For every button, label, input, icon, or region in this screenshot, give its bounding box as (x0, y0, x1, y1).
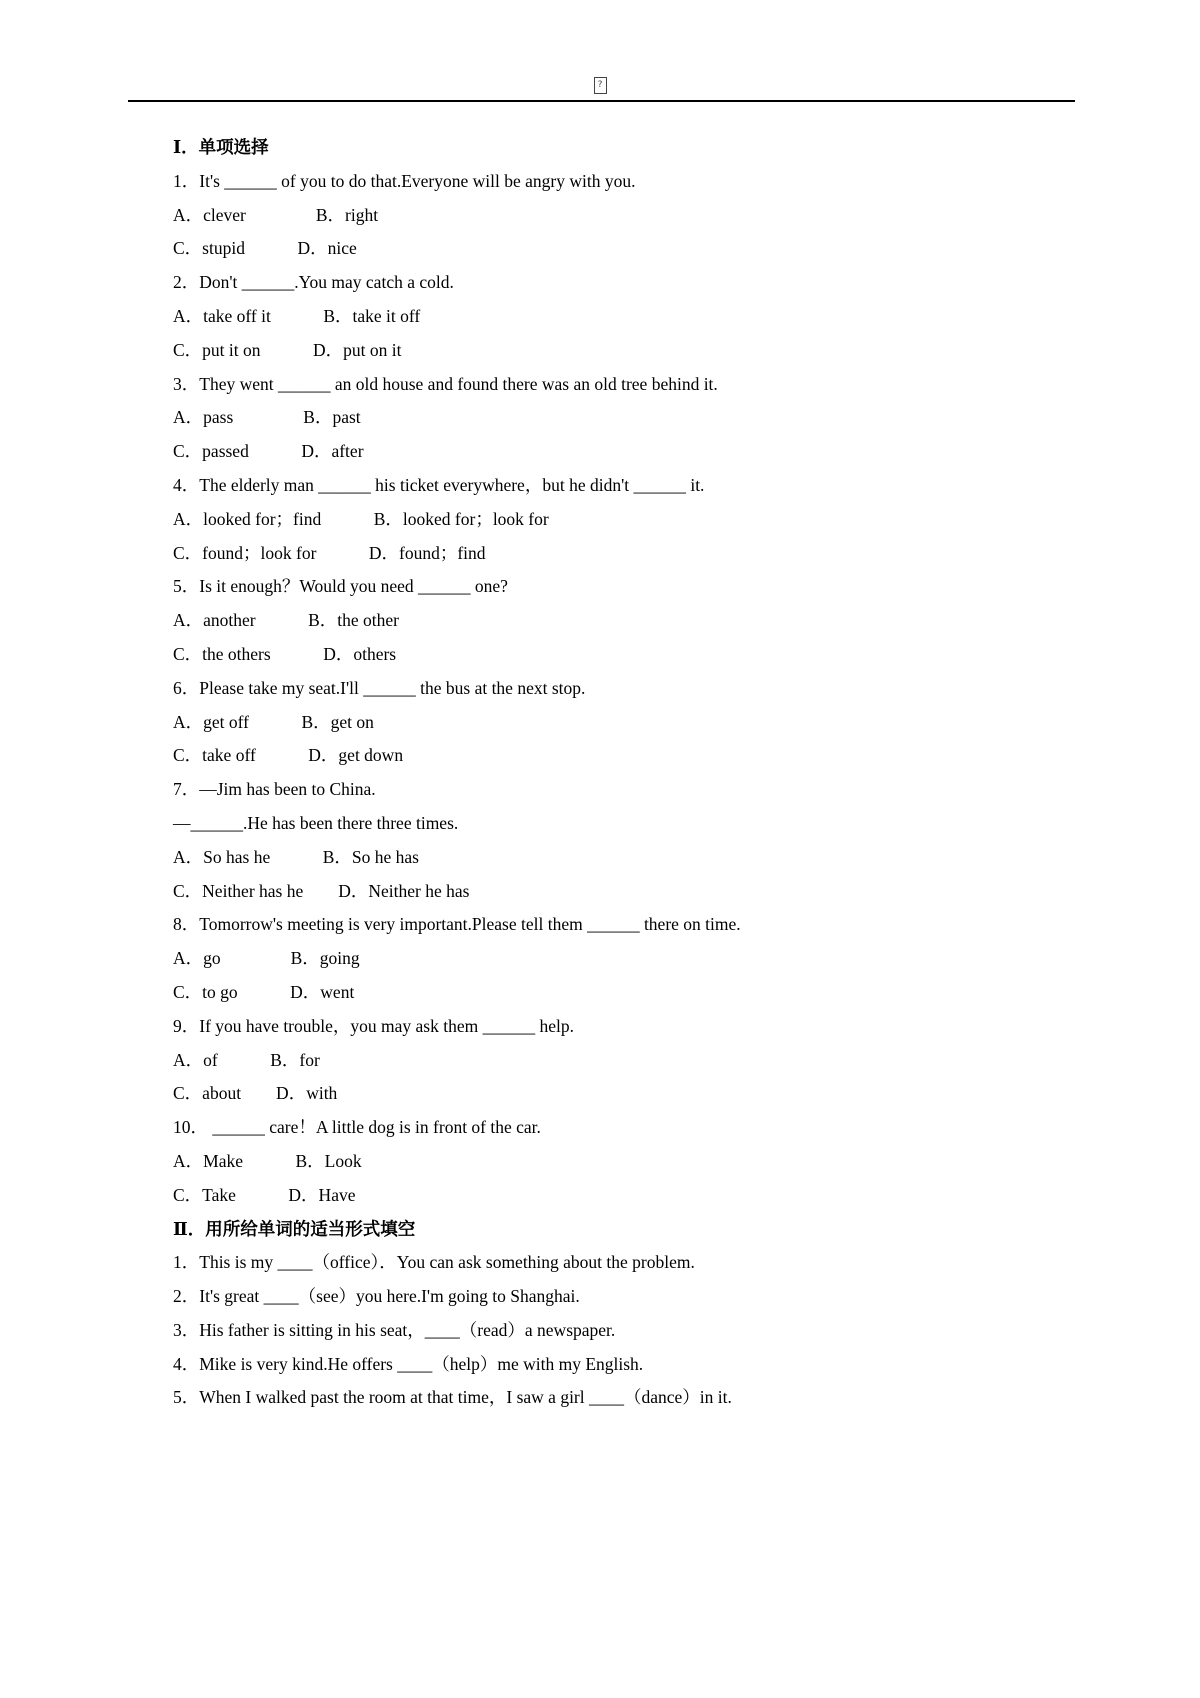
document-line: A．Make B．Look (173, 1150, 362, 1171)
document-line: 4．Mike is very kind.He offers ____（help）me with my English. (173, 1353, 644, 1374)
document-line: A．clever B．right (173, 204, 379, 225)
missing-glyph-icon: ? (594, 77, 607, 94)
section-title: Ⅰ．单项选择 (173, 137, 269, 157)
document-line: A．take off it B．take it off (173, 305, 421, 326)
document-line: 2．It's great ____（see）you here.I'm going to Shanghai. (173, 1286, 580, 1307)
document-line: A．looked for；find B．looked for；look for (173, 508, 549, 529)
document-line: 1．It's ______ of you to do that.Everyone will be angry with you. (173, 170, 636, 191)
header-rule (128, 100, 1075, 102)
document-line: —______.He has been there three times. (173, 812, 459, 833)
page-header (0, 76, 1200, 100)
document-line: A．pass B．past (173, 407, 361, 428)
document-line: 8．Tomorrow's meeting is very important.Please tell them ______ there on time. (173, 914, 741, 935)
document-line: C．the others D．others (173, 643, 397, 664)
document-line: 5．When I walked past the room at that time，I saw a girl ____（dance）in it. (173, 1387, 732, 1408)
document-line: C．put it on D．put on it (173, 339, 402, 360)
document-line: A．of B．for (173, 1049, 320, 1070)
document-line: C．found；look for D．found；find (173, 542, 486, 563)
document-line: 1．This is my ____（office）．You can ask something about the problem. (173, 1252, 695, 1273)
document-line: 4．The elderly man ______ his ticket everywhere，but he didn't ______ it. (173, 474, 705, 495)
document-line: C．Neither has he D．Neither he has (173, 880, 470, 901)
document-line: C．about D．with (173, 1083, 338, 1104)
document-line: 2．Don't ______.You may catch a cold. (173, 272, 454, 293)
document-line: A．So has he B．So he has (173, 846, 419, 867)
document-line: C．passed D．after (173, 441, 364, 462)
document-body (173, 131, 1103, 1415)
document-line: 9．If you have trouble，you may ask them ______ help. (173, 1015, 574, 1036)
document-line: C．to go D．went (173, 981, 355, 1002)
document-line: C．Take D．Have (173, 1184, 356, 1205)
document-line: C．take off D．get down (173, 745, 404, 766)
document-line: C．stupid D．nice (173, 238, 357, 259)
document-line: 5．Is it enough？Would you need ______ one? (173, 576, 508, 597)
document-line: 6．Please take my seat.I'll ______ the bus at the next stop. (173, 677, 586, 698)
document-line: A．another B．the other (173, 610, 399, 631)
document-line: 10． ______ care！A little dog is in front of the car. (173, 1117, 541, 1138)
document-line: 3．His father is sitting in his seat，____（read）a newspaper. (173, 1319, 616, 1340)
document-line: A．get off B．get on (173, 711, 374, 732)
document-line: A．go B．going (173, 948, 360, 969)
document-line: 7．—Jim has been to China. (173, 779, 376, 800)
section-title: Ⅱ．用所给单词的适当形式填空 (173, 1218, 416, 1239)
document-line: 3．They went ______ an old house and found there was an old tree behind it. (173, 373, 718, 394)
